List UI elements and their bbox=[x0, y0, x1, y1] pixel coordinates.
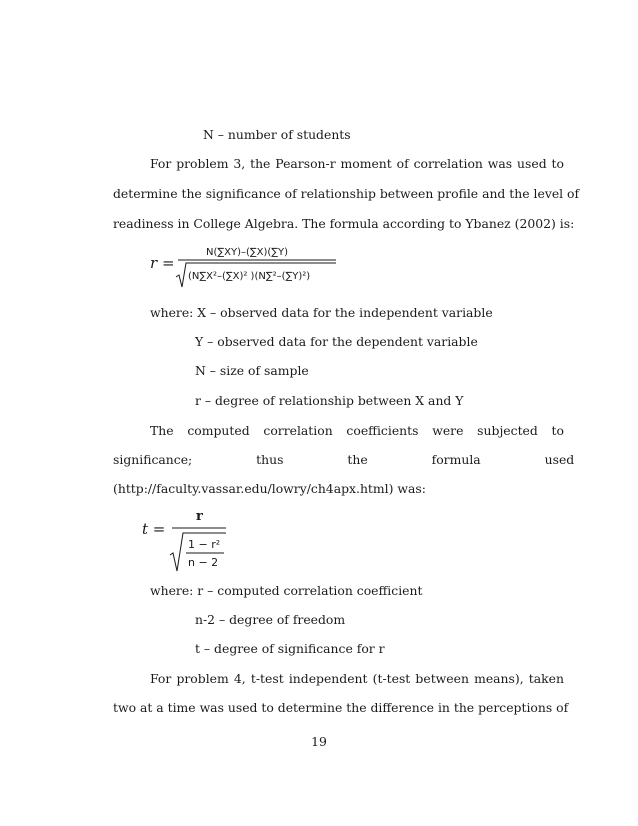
n-students-line: N – number of students bbox=[203, 127, 351, 142]
problem4-line-2: two at a time was used to determine the difference in the perceptions of bbox=[113, 700, 569, 715]
computed-line-1: The computed correlation coefficients were subjected to bbox=[150, 423, 564, 438]
t-inner-denominator: n − 2 bbox=[188, 556, 219, 569]
r-denominator: (N∑X²–(∑X)² )(N∑²–(∑Y)²) bbox=[188, 271, 311, 282]
problem3-line-3: readiness in College Algebra. The formula according to Ybanez (2002) is: bbox=[113, 216, 575, 231]
t-definition-line: t – degree of significance for r bbox=[195, 641, 385, 656]
df-definition-line: n-2 – degree of freedom bbox=[195, 612, 346, 627]
r-symbol: r = bbox=[150, 254, 175, 272]
problem3-line-2: determine the significance of relationship between profile and the level of bbox=[113, 186, 580, 201]
t-inner-numerator: 1 − r² bbox=[188, 538, 221, 551]
where-r-line: where: r – computed correlation coefficient bbox=[150, 583, 423, 598]
n-definition-line: N – size of sample bbox=[195, 363, 309, 378]
r-numerator: N(∑XY)–(∑X)(∑Y) bbox=[206, 247, 289, 258]
r-definition-line: r – degree of relationship between X and Y bbox=[195, 393, 464, 408]
t-test-formula bbox=[140, 505, 240, 575]
pearson-r-formula-svg bbox=[148, 241, 348, 289]
t-numerator: r bbox=[196, 509, 203, 524]
computed-line-2: significance; thus the formula used bbox=[113, 452, 575, 467]
problem3-line-1: For problem 3, the Pearson-r moment of correlation was used to bbox=[150, 156, 564, 171]
y-definition-line: Y – observed data for the dependent variable bbox=[195, 334, 478, 349]
where-x-line: where: X – observed data for the independent variable bbox=[150, 305, 493, 320]
page-number: 19 bbox=[311, 734, 327, 749]
t-symbol: t = bbox=[142, 520, 166, 538]
t-formula-svg bbox=[140, 505, 240, 575]
problem4-line-1: For problem 4, t-test independent (t-test between means), taken bbox=[150, 671, 564, 686]
computed-line-3: (http://faculty.vassar.edu/lowry/ch4apx.html) was: bbox=[113, 481, 426, 496]
pearson-r-formula bbox=[148, 241, 348, 289]
